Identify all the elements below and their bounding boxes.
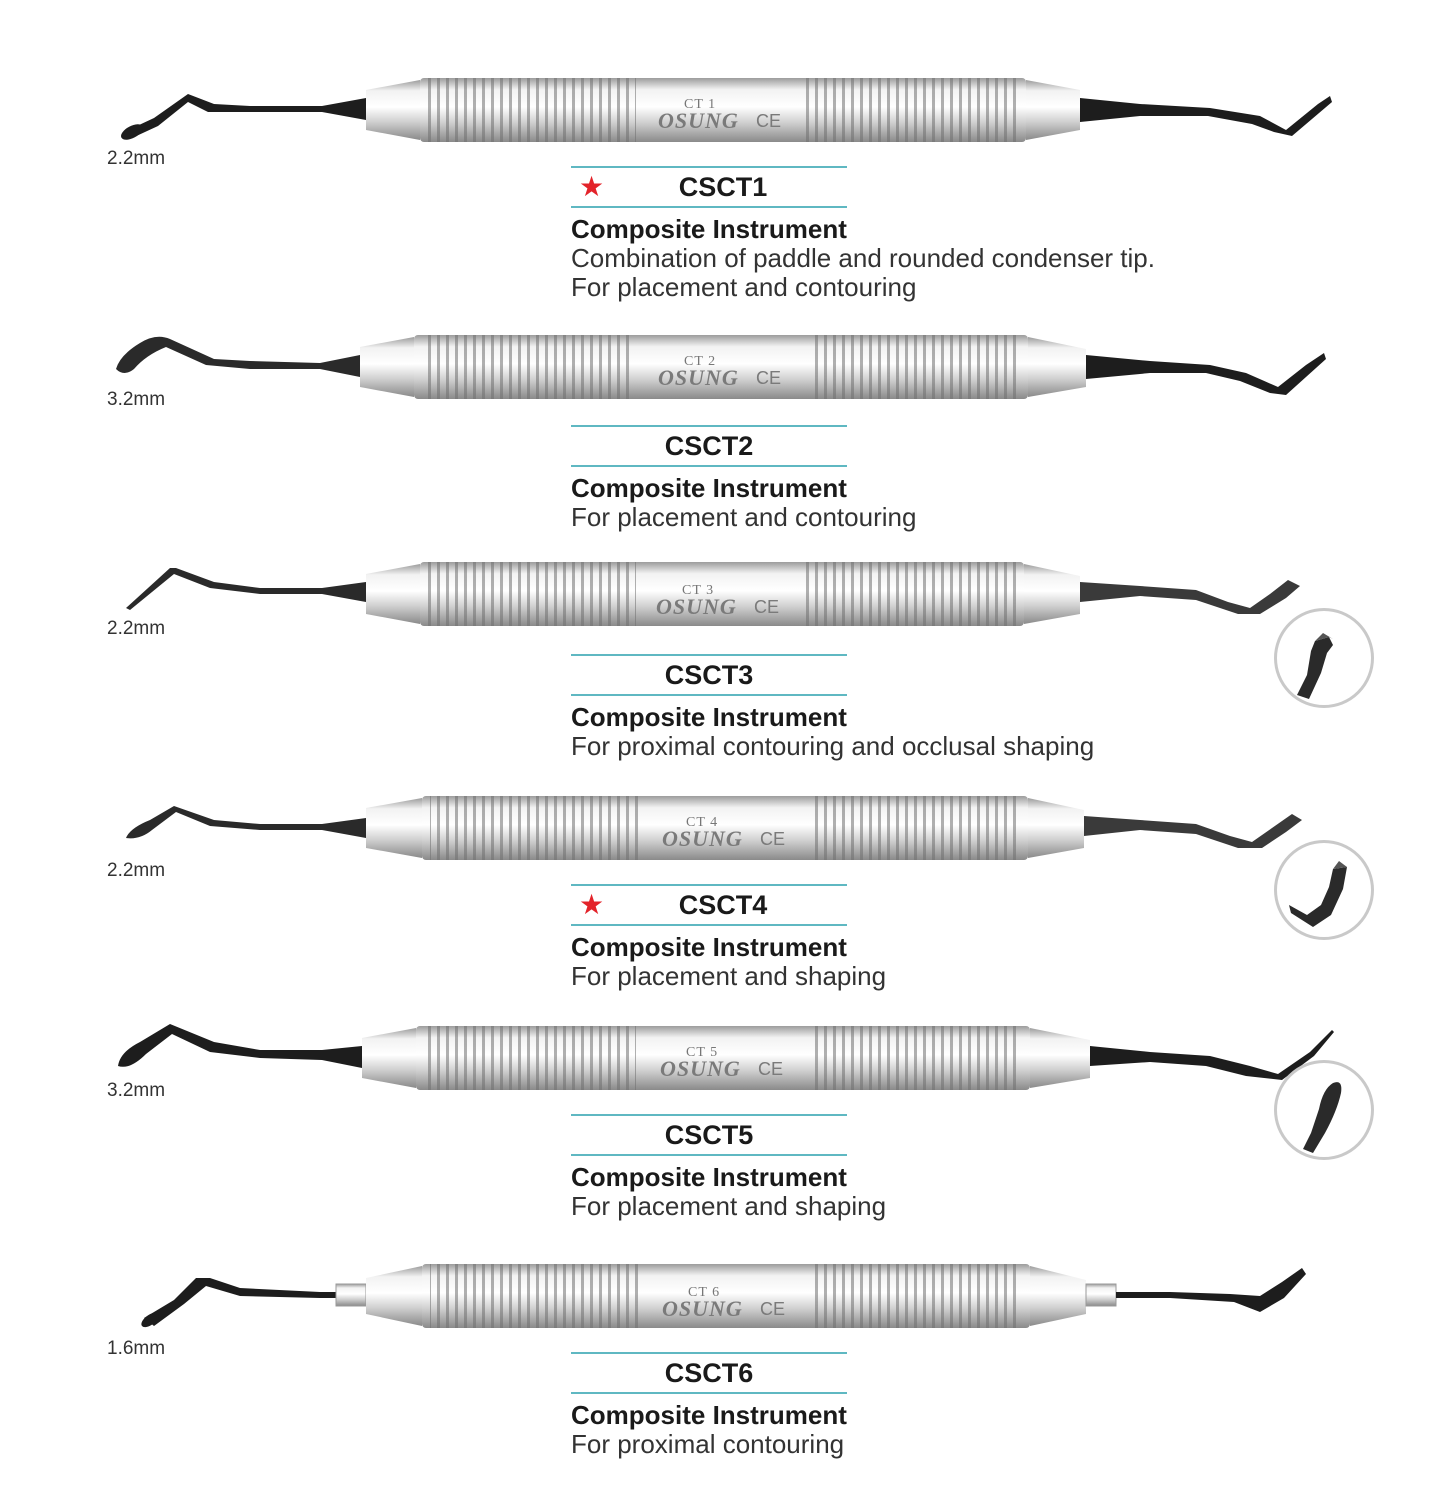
instrument-drawing xyxy=(110,1020,1350,1110)
star-icon: ★ xyxy=(579,171,605,202)
product-code: CSCT4 xyxy=(678,890,768,920)
instrument-drawing xyxy=(110,790,1350,880)
handle-model-text: CT 2 xyxy=(684,354,717,369)
handle-ce-mark: CE xyxy=(756,111,782,131)
product-description xyxy=(571,1192,886,1221)
product-code-block xyxy=(571,425,847,467)
description-line: For proximal contouring and occlusal shaping xyxy=(571,731,1095,761)
description-line: For placement and shaping xyxy=(571,1191,887,1221)
product-title: Composite Instrument xyxy=(571,932,847,962)
product-description xyxy=(571,503,916,532)
instrument-drawing xyxy=(110,558,1350,648)
divider-bottom xyxy=(571,694,847,696)
handle-ce-mark: CE xyxy=(756,368,782,388)
description-line: For placement and contouring xyxy=(571,502,917,532)
tip-detail-drawing xyxy=(1277,611,1371,705)
divider-bottom xyxy=(571,206,847,208)
handle-brand-text: OSUNG xyxy=(658,365,739,390)
product-title: Composite Instrument xyxy=(571,473,847,503)
description-line: Combination of paddle and rounded condenser tip. xyxy=(571,243,1155,273)
product-code-block xyxy=(571,884,847,926)
handle-brand-text: OSUNG xyxy=(656,594,737,619)
tip-size-label: 1.6mm xyxy=(107,1338,166,1359)
instrument-image xyxy=(110,70,1350,160)
tip-detail-icon xyxy=(1274,608,1374,708)
tip-size-label: 2.2mm xyxy=(107,860,166,881)
product-description xyxy=(571,244,1155,302)
tip-detail-drawing xyxy=(1277,1063,1371,1157)
handle-ce-mark: CE xyxy=(760,829,786,849)
instrument-image xyxy=(110,790,1350,880)
tip-size-label: 2.2mm xyxy=(107,618,166,639)
product-code-block xyxy=(571,166,847,208)
tip-size-label: 3.2mm xyxy=(107,1080,166,1101)
product-title: Composite Instrument xyxy=(571,702,847,732)
description-line: For proximal contouring xyxy=(571,1429,845,1459)
handle-model-text: CT 4 xyxy=(686,815,719,830)
handle-brand-text: OSUNG xyxy=(658,108,739,133)
description-line: For placement and shaping xyxy=(571,961,887,991)
instrument-image xyxy=(110,1020,1350,1110)
product-code: CSCT5 xyxy=(664,1120,754,1150)
handle-model-text: CT 6 xyxy=(688,1285,721,1300)
handle-model-text: CT 5 xyxy=(686,1045,719,1060)
product-title: Composite Instrument xyxy=(571,214,847,244)
product-description xyxy=(571,1430,844,1459)
star-icon: ★ xyxy=(579,889,605,920)
divider-bottom xyxy=(571,924,847,926)
handle-model-text: CT 1 xyxy=(684,97,717,112)
tip-detail-icon xyxy=(1274,840,1374,940)
handle-brand-text: OSUNG xyxy=(662,1296,743,1321)
tip-size-label: 2.2mm xyxy=(107,148,166,169)
handle-ce-mark: CE xyxy=(758,1059,784,1079)
product-code-block xyxy=(571,654,847,696)
product-title: Composite Instrument xyxy=(571,1162,847,1192)
instrument-image xyxy=(110,558,1350,648)
divider-bottom xyxy=(571,1392,847,1394)
instrument-image xyxy=(110,325,1350,415)
instrument-drawing xyxy=(110,325,1350,415)
product-description xyxy=(571,962,886,991)
handle-brand-text: OSUNG xyxy=(662,826,743,851)
handle-model-text: CT 3 xyxy=(682,583,715,598)
description-line: For placement and contouring xyxy=(571,272,917,302)
product-code: CSCT6 xyxy=(664,1358,754,1388)
tip-detail-drawing xyxy=(1277,843,1371,937)
product-title: Composite Instrument xyxy=(571,1400,847,1430)
instrument-drawing xyxy=(110,1258,1350,1348)
handle-ce-mark: CE xyxy=(754,597,780,617)
tip-size-label: 3.2mm xyxy=(107,389,166,410)
instrument-drawing xyxy=(110,70,1350,160)
product-code-block xyxy=(571,1352,847,1394)
divider-bottom xyxy=(571,465,847,467)
tip-detail-icon xyxy=(1274,1060,1374,1160)
divider-bottom xyxy=(571,1154,847,1156)
product-code: CSCT2 xyxy=(664,431,754,461)
instrument-image xyxy=(110,1258,1350,1348)
handle-ce-mark: CE xyxy=(760,1299,786,1319)
handle-brand-text: OSUNG xyxy=(660,1056,741,1081)
product-description xyxy=(571,732,1094,761)
product-code-block xyxy=(571,1114,847,1156)
product-code: CSCT3 xyxy=(664,660,754,690)
product-code: CSCT1 xyxy=(678,172,768,202)
